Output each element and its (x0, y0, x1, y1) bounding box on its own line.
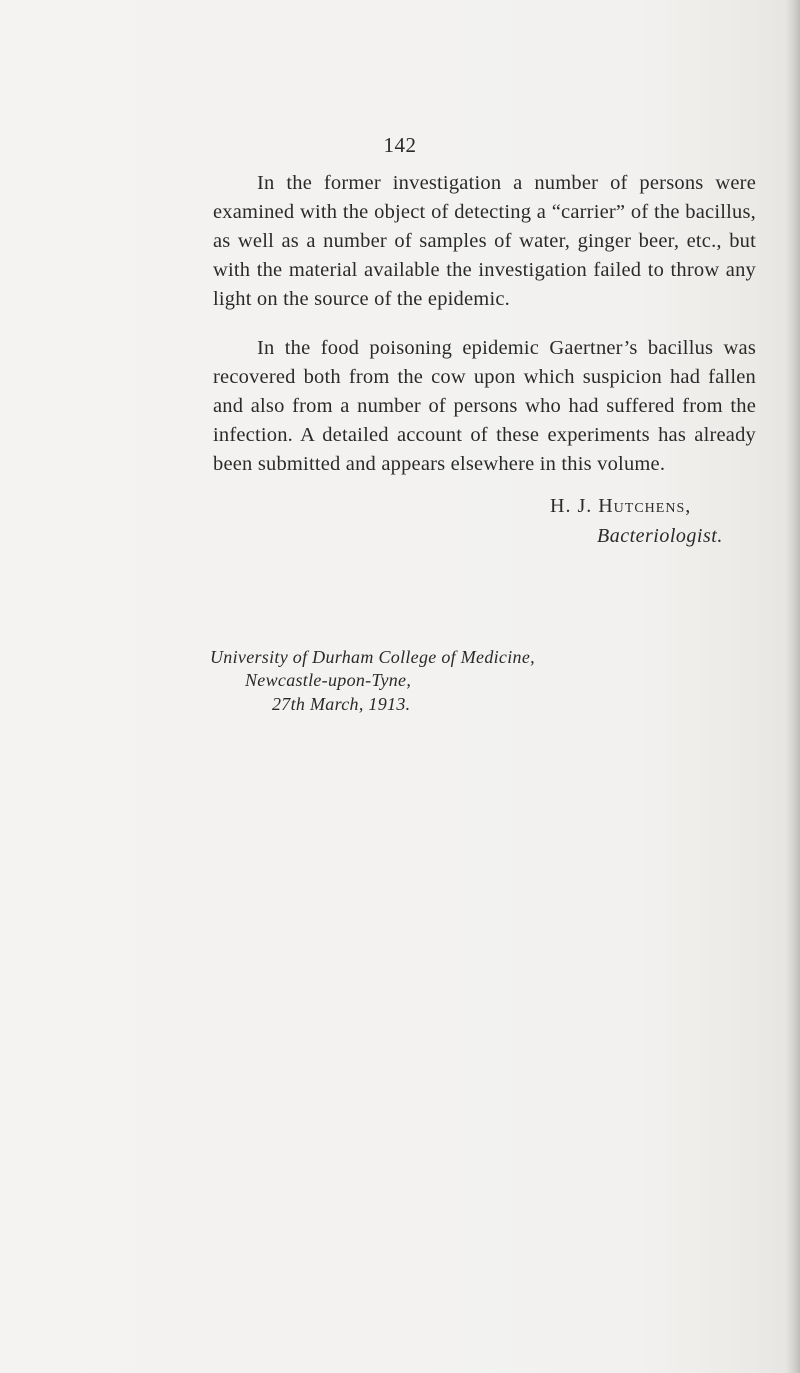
paragraph-food-poisoning: In the food poisoning epidemic Gaertner’s bacillus was recovered both from the cow upon which suspicion had fallen and also from a number of persons who had suffered from the infection. A detailed account of these experiments has already been submitted and appears elsewhere in this volume. (213, 337, 756, 475)
address-date: 27th March, 1913. (272, 694, 411, 714)
paragraph-former-investigation: In the former investigation a number of persons were examined with the object of detecting a “carrier” of the bacillus, as well as a number of samples of water, ginger beer, etc., but with the material available the investigation failed to throw any light on the source of the epidemic. (213, 172, 756, 310)
signature-name: H. J. Hutchens, (550, 495, 692, 517)
page-edge-shadow (786, 0, 800, 1373)
signature-title: Bacteriologist. (597, 525, 723, 547)
address-city: Newcastle-upon-Tyne, (245, 670, 412, 690)
address-institution: University of Durham College of Medicine, (210, 647, 535, 667)
page-number: 142 (383, 133, 417, 157)
